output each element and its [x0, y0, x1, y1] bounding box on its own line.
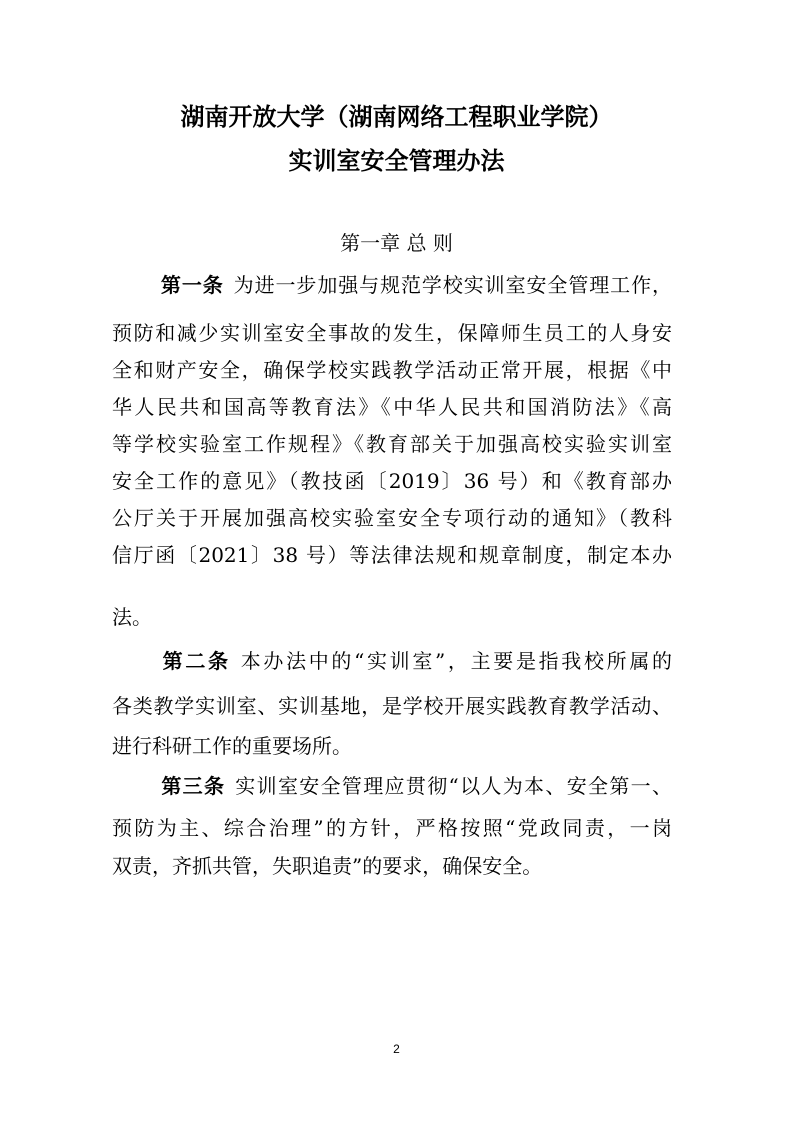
- article-3-first-line: [112, 772, 672, 800]
- article-2-label: 第二条: [160, 649, 231, 673]
- article-1-text: 为进一步加强与规范学校实训室安全管理工作，: [233, 273, 673, 297]
- article-3-line: 预防为主、综合治理”的方针，严格按照“党政同责，一岗: [112, 816, 672, 840]
- article-1-line: 等学校实验室工作规程》《教育部关于加强高校实验实训室: [112, 432, 672, 456]
- article-3-text: 实训室安全管理应贯彻“以人为本、安全第一、: [235, 774, 672, 798]
- document-title-line-2: 实训室安全管理办法: [288, 147, 505, 175]
- article-2-last-line: 进行科研工作的重要场所。: [112, 734, 352, 758]
- article-2-text: 本办法中的“实训室”，主要是指我校所属的: [240, 649, 673, 673]
- article-2-first-line: [112, 647, 672, 675]
- page-number: 2: [393, 1042, 400, 1056]
- chapter-heading: 第一章 总 则: [340, 231, 453, 255]
- article-2-line: 各类教学实训室、实训基地，是学校开展实践教育教学活动、: [112, 694, 672, 718]
- article-1-line: 安全工作的意见》（教技函〔2019〕36 号）和《教育部办: [112, 469, 672, 493]
- article-1-first-line: [112, 271, 672, 299]
- article-1-line: 预防和减少实训室安全事故的发生，保障师生员工的人身安: [112, 321, 672, 345]
- article-1-last-line: 法。: [112, 605, 152, 629]
- article-1-line: 华人民共和国高等教育法》《中华人民共和国消防法》《高: [112, 395, 672, 419]
- article-1-line: 信厅函〔2021〕38 号）等法律法规和规章制度，制定本办: [112, 543, 672, 567]
- article-3-label: 第三条: [160, 774, 226, 798]
- article-1-line: 全和财产安全，确保学校实践教学活动正常开展，根据《中: [112, 358, 672, 382]
- article-3-last-line: 双责，齐抓共管，失职追责”的要求，确保安全。: [112, 854, 543, 878]
- article-1-line: 公厅关于开展加强高校实验室安全专项行动的通知》（教科: [112, 506, 672, 530]
- article-1-label: 第一条: [160, 273, 224, 297]
- document-title-line-1: 湖南开放大学（湖南网络工程职业学院）: [180, 103, 613, 131]
